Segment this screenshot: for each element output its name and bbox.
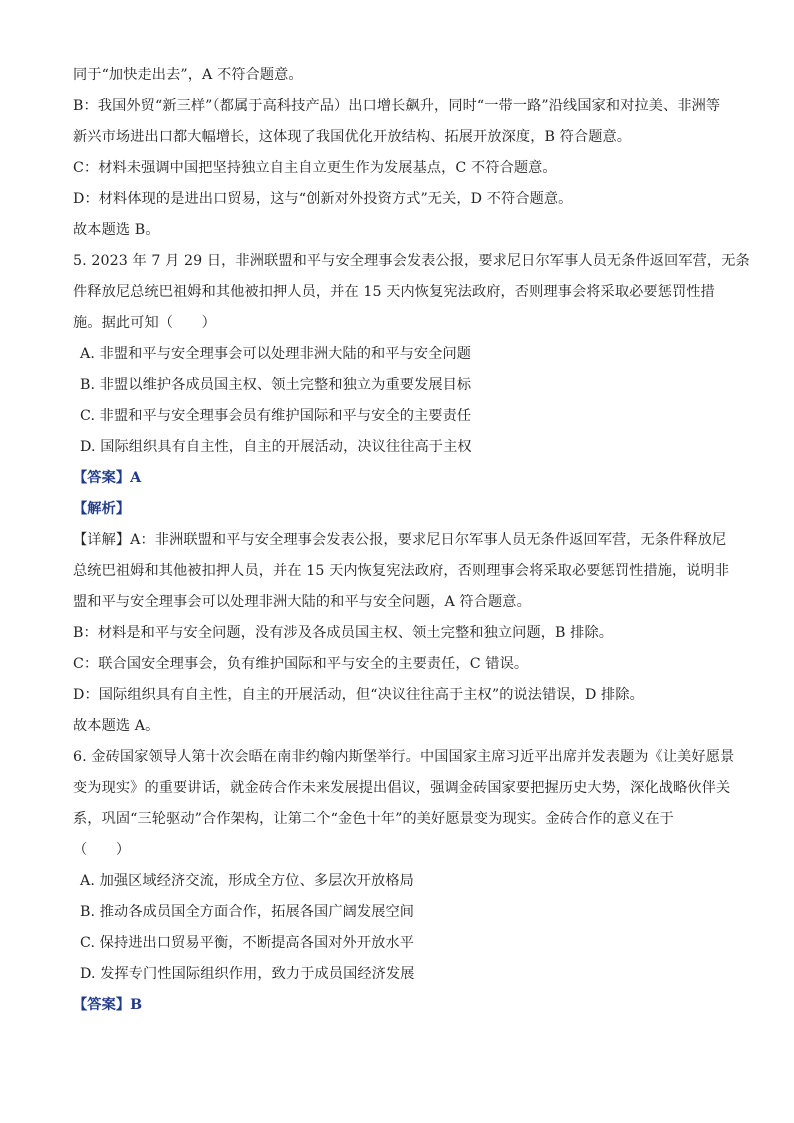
answer-label: 【答案】A [73,470,142,486]
text-line: 新兴市场进出口都大幅增长，这体现了我国优化开放结构、拓展开放深度，B 符合题意。 [73,129,632,145]
question-5-option-c: C. 非盟和平与安全理事会员有维护国际和平与安全的主要责任 [80,408,472,424]
explanation-line: C：联合国安全理事会，负有维护国际和平与安全的主要责任，C 错误。 [73,656,529,672]
question-6-stem: （ ） [73,842,131,858]
question-6-option-b: B. 推动各成员国全方面合作，拓展各国广阔发展空间 [80,904,415,920]
question-6-option-c: C. 保持进出口贸易平衡，不断提高各国对外开放水平 [80,935,414,951]
question-5-option-d: D. 国际组织具有自主性，自主的开展活动，决议往往高于主权 [80,439,472,455]
text-line: D：材料体现的是进出口贸易，这与“创新对外投资方式”无关，D 不符合题意。 [73,191,573,207]
question-5-option-b: B. 非盟以维护各成员国主权、领土完整和独立为重要发展目标 [80,377,472,393]
question-6-option-a: A. 加强区域经济交流，形成全方位、多层次开放格局 [80,873,414,889]
question-5-stem: 5. 2023 年 7 月 29 日，非洲联盟和平与安全理事会发表公报，要求尼日尔军事人员无条件返回军营，无条 [73,253,750,269]
analysis-label: 【解析】 [73,501,131,517]
text-line: 同于“加快走出去”，A 不符合题意。 [73,67,303,83]
explanation-line: B：材料是和平与安全问题，没有涉及各成员国主权、领土完整和独立问题，B 排除。 [73,625,614,641]
question-5-option-a: A. 非盟和平与安全理事会可以处理非洲大陆的和平与安全问题 [80,346,472,362]
question-5-stem: 施。据此可知（ ） [73,315,216,331]
text-line: 故本题选 A。 [73,718,160,734]
question-5-stem: 件释放尼总统巴祖姆和其他被扣押人员，并在 15 天内恢复宪法政府，否则理事会将采取必要惩罚性措 [73,284,715,300]
explanation-line: D：国际组织具有自主性，自主的开展活动，但“决议往往高于主权”的说法错误，D 排除。 [73,687,644,703]
text-line: B：我国外贸“新三样”（都属于高科技产品）出口增长飙升，同时“一带一路”沿线国家和对拉美、非洲等 [73,98,721,114]
question-6-stem: 系，巩固“三轮驱动”合作架构，让第二个“金色十年”的美好愿景变为现实。金砖合作的意义在于 [73,811,674,827]
question-6-stem: 6. 金砖国家领导人第十次会晤在南非约翰内斯堡举行。中国国家主席习近平出席并发表题为《让美好愿景 [73,749,735,765]
text-line: C：材料未强调中国把坚持独立自主自立更生作为发展基点，C 不符合题意。 [73,160,557,176]
answer-label: 【答案】B [73,997,143,1013]
explanation-line: 【详解】A：非洲联盟和平与安全理事会发表公报，要求尼日尔军事人员无条件返回军营，无条件释放尼 [73,532,727,548]
explanation-line: 总统巴祖姆和其他被扣押人员，并在 15 天内恢复宪法政府，否则理事会将采取必要惩罚性措施，说明非 [73,563,730,579]
question-6-option-d: D. 发挥专门性国际组织作用，致力于成员国经济发展 [80,966,415,982]
explanation-line: 盟和平与安全理事会可以处理非洲大陆的和平与安全问题，A 符合题意。 [73,594,531,610]
question-6-stem: 变为现实》的重要讲话，就金砖合作未来发展提出倡议，强调金砖国家要把握历史大势，深化战略伙伴关 [73,780,731,796]
text-line: 故本题选 B。 [73,222,160,238]
